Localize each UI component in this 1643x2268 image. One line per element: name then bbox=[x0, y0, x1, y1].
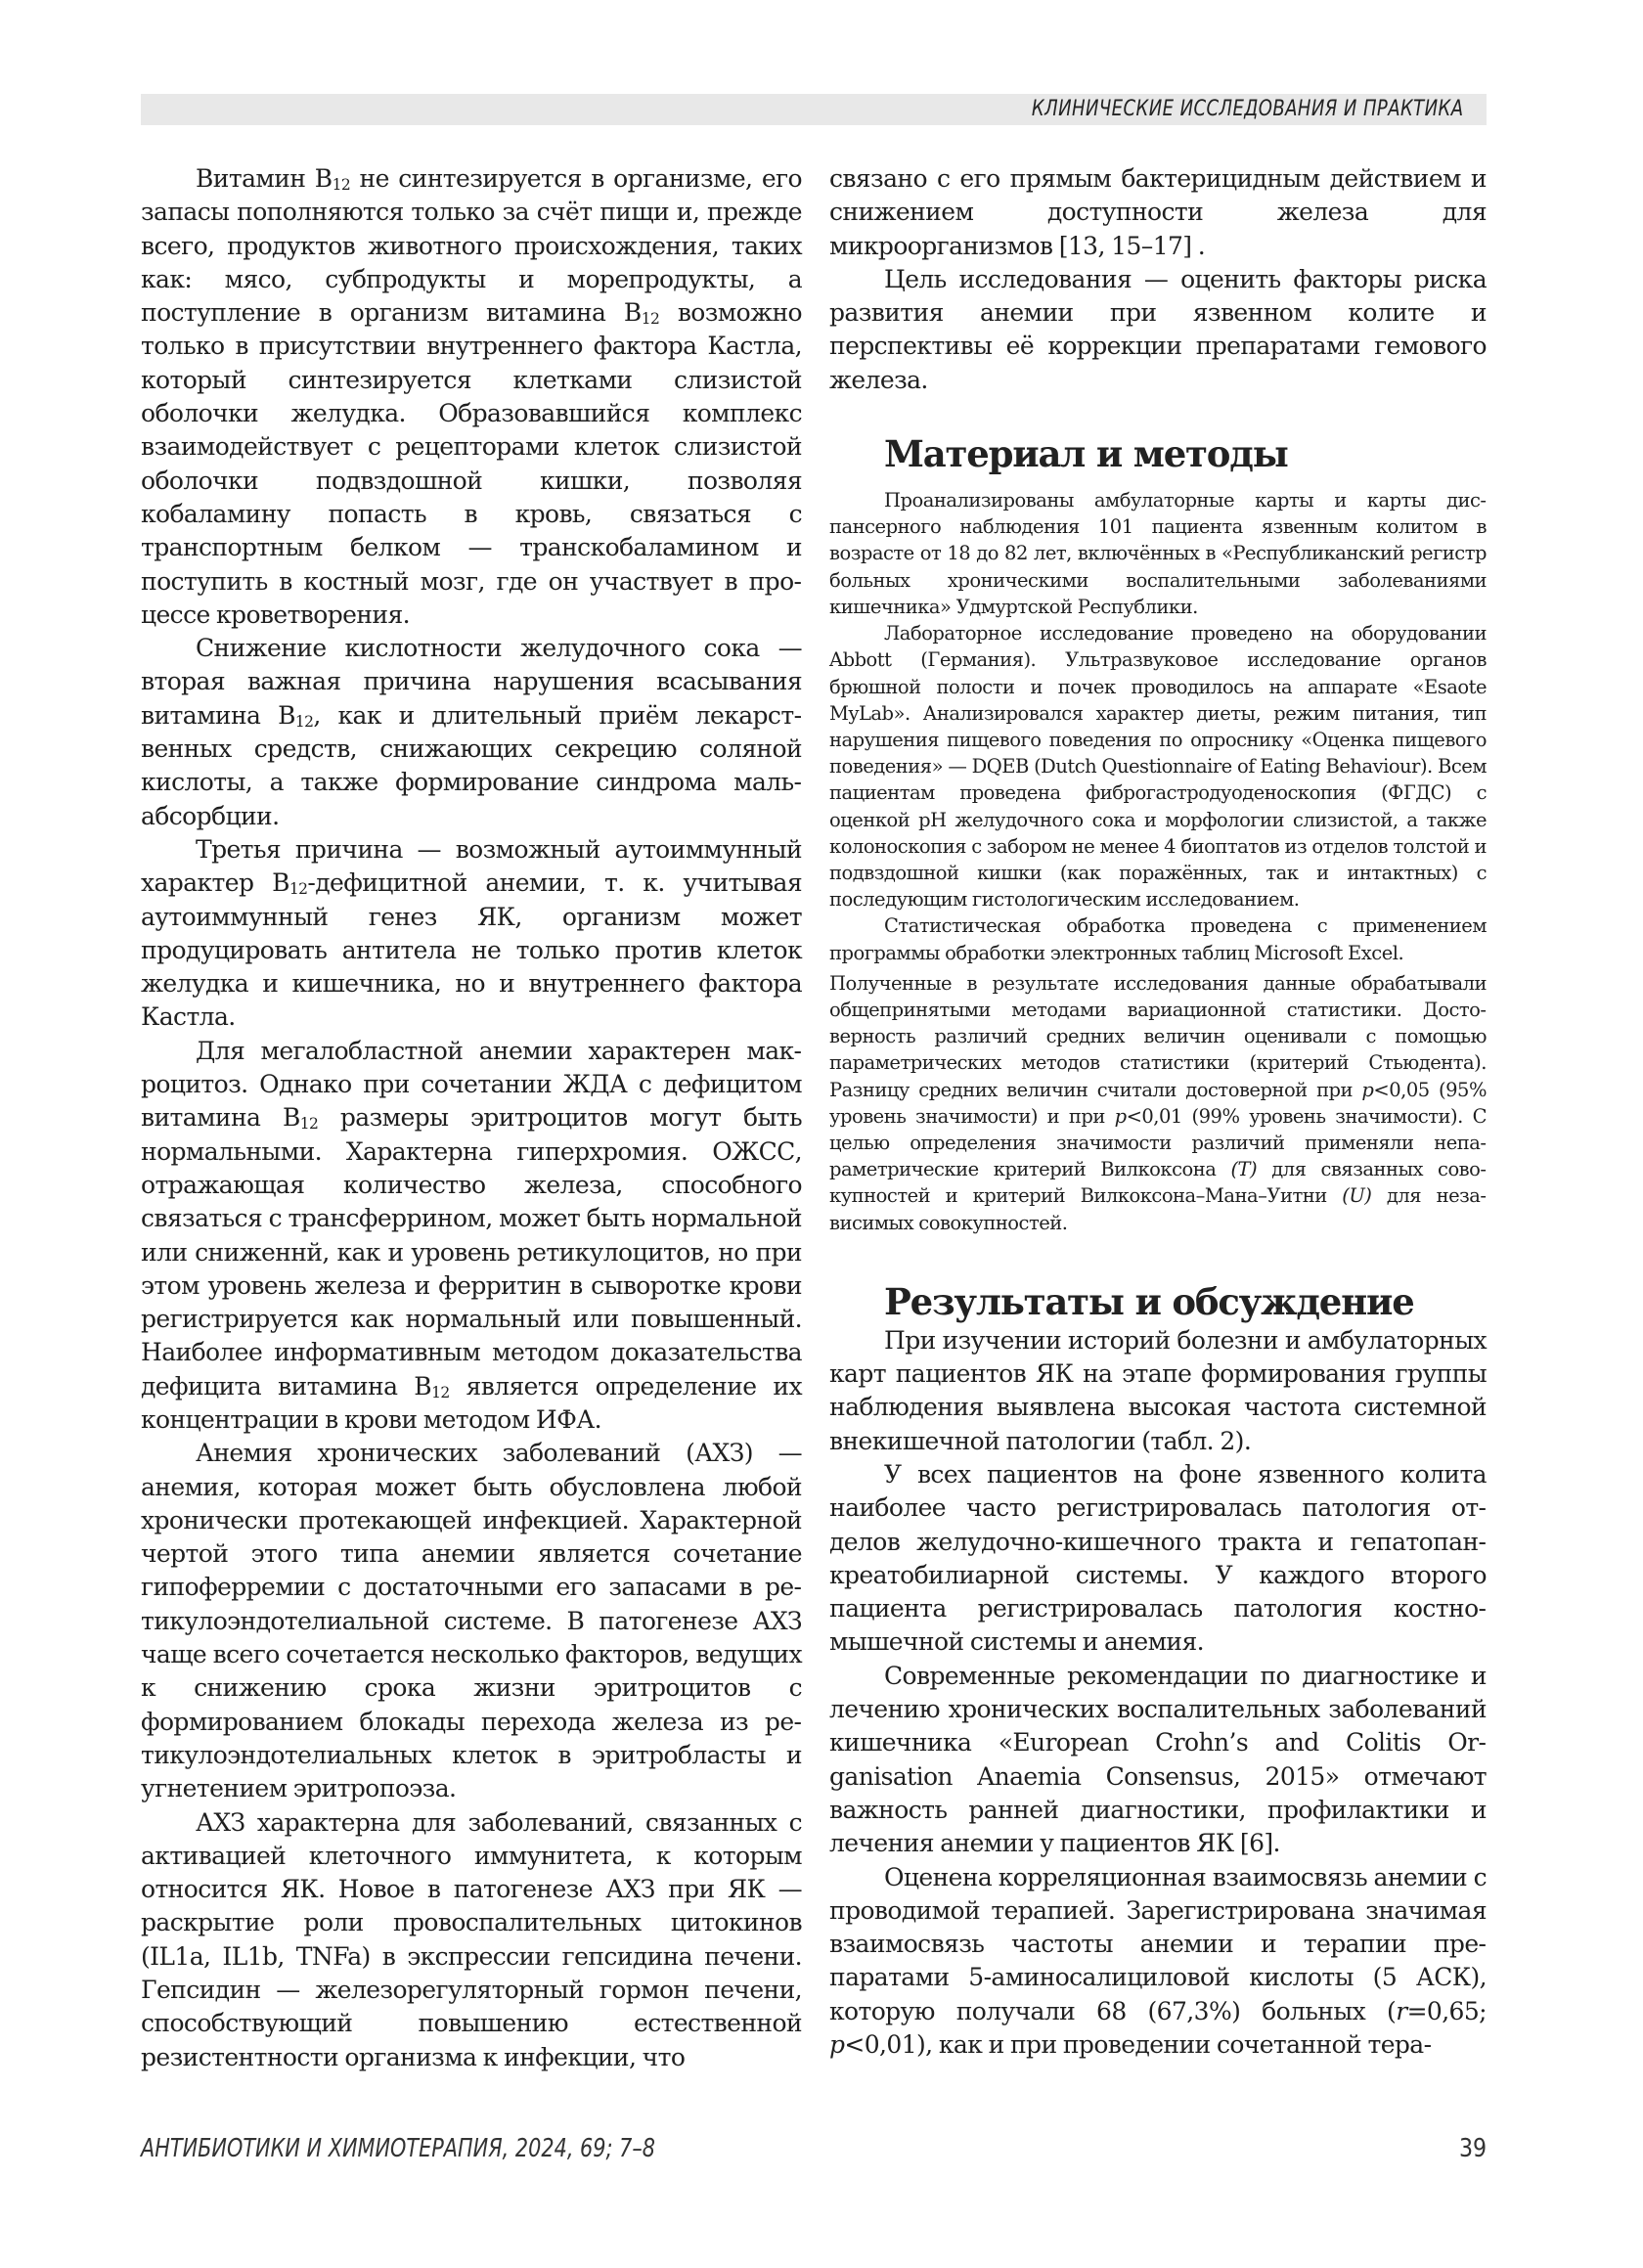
results-correlation-paragraph: Оценена корреляционная взаимосвязь анемии с проводимой терапией. Зарегистрирована значимая взаимосвязь частоты анемии и терапии препаратами 5-аминосалициловой кислоты (5 АСК), которую получали 68 (67,3%) больных (r=0,65; p<0,01), как и при проведении сочетанной тера- bbox=[829, 1862, 1487, 2059]
paragraph-autoimmune: Третья причина — возможный аутоиммунный характер $B_{12}$-дефицитной анемии, т. к. учитывая аутоиммунный генез ЯК, организм может продуцировать антитела не только против клеток желудка и кишечника, но и внутреннего фактора Кастла. bbox=[141, 834, 802, 1032]
section-title: КЛИНИЧЕСКИЕ ИССЛЕДОВАНИЯ И ПРАКТИКА bbox=[1031, 97, 1463, 121]
footer-journal-citation: АНТИБИОТИКИ И ХИМИОТЕРАПИЯ, 2024, 69; 7–8 bbox=[141, 2134, 656, 2163]
right-column bbox=[829, 162, 1487, 2062]
left-column bbox=[141, 162, 802, 2074]
running-header-bar bbox=[141, 94, 1487, 125]
paragraph-hepcidin: АХЗ характерна для заболеваний, связанных с активацией клеточного иммунитета, к которым относится ЯК. Новое в патогенезе АХЗ при ЯК — раскрытие роли провоспалительных цитокинов (IL1a, IL1b, TNFa) в экспрессии гепсидина печени. Гепсидин — железорегуляторный гормон печени, способствующий повышению естественной резистентности организма к инфекции, что bbox=[141, 1807, 802, 2071]
heading-methods: Материал и методы bbox=[884, 432, 1288, 476]
page-number: 39 bbox=[1458, 2134, 1487, 2163]
paragraph-acidity: Снижение кислотности желудочного сока — вторая важная причина нарушения всасывания витамина $B_{12}$, как и длительный приём лекарственных средств, снижающих секрецию соляной кислоты, а также формирование синдрома мальабсорбции. bbox=[141, 634, 803, 830]
paragraph-continuation: связано с его прямым бактерицидным действием и снижением доступности железа для микроорганизмов [13, 15–17] . bbox=[829, 164, 1487, 260]
paragraph-megaloblastic: Для мегалобластной анемии характерен макроцитоз. Однако при сочетании ЖДА с дефицитом витамина $B_{12}$ размеры эритроцитов могут быть нормальными. Характерна гиперхромия. ОЖСС, отражающая количество железа, способного связаться с трансферрином, может быть нормальной или сниженнй, как и уровень ретикулоцитов, но при этом уровень железа и ферритин в сыворотке крови регистрируется как нормальный или повышенный. Наиболее информативным методом доказательства дефицита витамина $B_{12}$ является определение их концентрации в крови методом ИФА. bbox=[141, 1036, 803, 1434]
results-paragraph: При изучении историй болезни и амбулаторных карт пациентов ЯК на этапе формирования группы наблюдения выявлена высокая частота системной внекишечной патологии (табл. 2). bbox=[829, 1325, 1487, 1455]
paragraph-vitamin-b12: Витамин $B_{12}$ не синтезируется в организме, его запасы пополняются только за счёт пищи и, прежде всего, продуктов животного происхождения, таких как: мясо, субпродукты и морепродукты, а поступление в организм витамина $B_{12}$ возможно только в присутствии внутреннего фактора Кастла, который синтезируется клетками слизистой оболочки желудка. Образовавшийся комплекс взаимодействует с рецепторами клеток слизистой оболочки подвздошной кишки, позволяя кобаламину попасть в кровь, связаться с транспортным белком — транскобаламином и поступить в костный мозг, где он участвует в процессе кроветворения. bbox=[141, 164, 802, 629]
paragraph-chronic-anemia: Анемия хронических заболеваний (АХЗ) — анемия, которая может быть обусловлена любой хронически протекающей инфекцией. Характерной чертой этого типа анемии является сочетание гипоферремии с достаточными его запасами в ретикулоэндотелиальной системе. В патогенезе АХЗ чаще всего сочетается несколько факторов, ведущих к снижению срока жизни эритроцитов с формированием блокады перехода железа из ретикулоэндотелиальных клеток в эритробласты и угнетением эритропоэза. bbox=[141, 1439, 802, 1803]
heading-results: Результаты и обсуждение bbox=[884, 1279, 1414, 1323]
methods-paragraph: Проанализированы амбулаторные карты и карты диспансерного наблюдения 101 пациента язвенным колитом в возрасте от 18 до 82 лет, включённых в «Республиканский регистр больных хроническими воспалительными заболеваниями кишечника» Удмуртской Республики. bbox=[829, 489, 1487, 618]
paragraph-study-aim: Цель исследования — оценить факторы риска развития анемии при язвенном колите и перспективы её коррекции препаратами гемового железа. bbox=[829, 264, 1487, 394]
results-paragraph: Современные рекомендации по диагностике и лечению хронических воспалительных заболеваний кишечника «European Crohn’s and Colitis Organisation Anaemia Consensus, 2015» отмечают важность ранней диагностики, профилактики и лечения анемии у пациентов ЯК [6]. bbox=[829, 1661, 1487, 1858]
results-paragraph: У всех пациентов на фоне язвенного колита наиболее часто регистрировалась патология отделов желудочно-кишечного тракта и гепатопанкреатобилиарной системы. У каждого второго пациента регистрировалась патология костномышечной системы и анемия. bbox=[829, 1459, 1487, 1657]
methods-paragraph: Лабораторное исследование проведено на оборудовании Abbott (Германия). Ультразвуковое исследование органов брюшной полости и почек проводилось на аппарате «Esaote MyLab». Анализировался характер диеты, режим питания, тип нарушения пищевого поведения по опроснику «Оценка пищевого поведения» — DQEB (Dutch Questionnaire of Eating Behaviour). Всем пациентам проведена фиброгастродуоденоскопия (ФГДС) с оценкой pH желудочного сока и морфологии слизистой, а также колоноскопия с забором не менее 4 биоптатов из отделов толстой и подвздошной кишки (как поражённых, так и интактных) с последующим гистологическим исследованием. bbox=[829, 622, 1487, 912]
methods-paragraph: Статистическая обработка проведена с применением программы обработки электронных таблиц Microsoft Excel. bbox=[829, 914, 1487, 964]
methods-stats-paragraph: Полученные в результате исследования данные обрабатывали общепринятыми методами вариационной статистики. Достоверность различий средних величин оценивали с помощью параметрических методов статистики (критерий Стьюдента). Разницу средних величин считали достоверной при p<0,05 (95% уровень значимости) и при p<0,01 (99% уровень значимости). С целью определения значимости различий применяли непараметрические критерий Вилкоксона (T) для связанных совокупностей и критерий Вилкоксона–Мана–Уитни (U) для независимых совокупностей. bbox=[829, 971, 1487, 1234]
